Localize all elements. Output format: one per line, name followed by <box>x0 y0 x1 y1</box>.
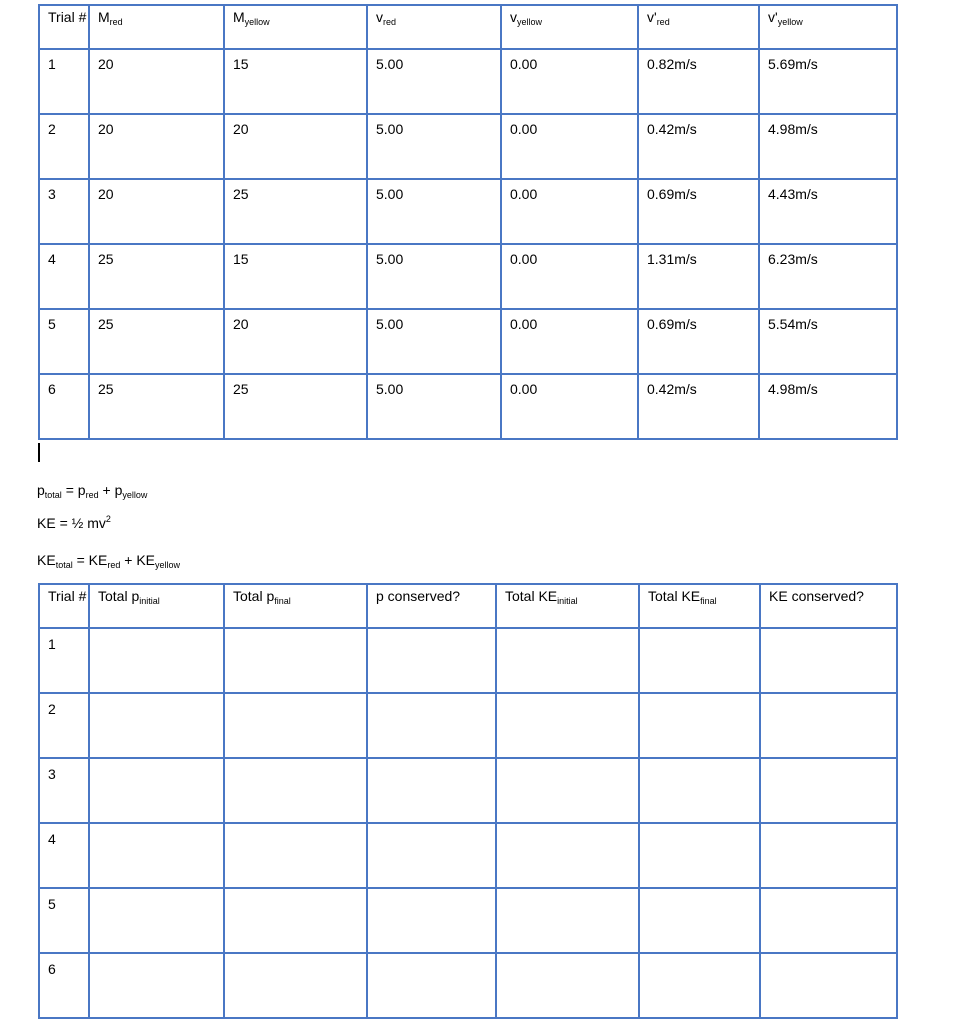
cell[interactable]: 5.69m/s <box>759 49 897 114</box>
cell[interactable]: 5.00 <box>367 179 501 244</box>
cell[interactable]: 2 <box>39 114 89 179</box>
text-cursor <box>38 443 40 462</box>
cell[interactable]: 5.00 <box>367 309 501 374</box>
cell[interactable] <box>367 628 496 693</box>
cell[interactable]: 5.00 <box>367 374 501 439</box>
header-v-yellow: $v_{yellow}$ <box>501 5 638 49</box>
cell[interactable]: 5.00 <box>367 49 501 114</box>
table-row <box>39 179 897 244</box>
header-total-p-final: Total $p_{final}$ <box>224 584 367 628</box>
cell[interactable]: 1.31m/s <box>638 244 759 309</box>
cell[interactable]: 0.42m/s <box>638 114 759 179</box>
cell[interactable]: 4.43m/s <box>759 179 897 244</box>
header-trial: Trial # <box>39 584 89 628</box>
cell[interactable]: 6 <box>39 374 89 439</box>
table-row <box>39 114 897 179</box>
table-row <box>39 628 897 693</box>
cell[interactable] <box>760 888 897 953</box>
cell[interactable] <box>367 888 496 953</box>
cell[interactable]: 4.98m/s <box>759 114 897 179</box>
cell-trial[interactable]: 4 <box>39 823 89 888</box>
cell[interactable]: 4.98m/s <box>759 374 897 439</box>
cell[interactable]: 0.00 <box>501 179 638 244</box>
table-row <box>39 49 897 114</box>
cell[interactable]: 0.69m/s <box>638 309 759 374</box>
cell[interactable]: 0.69m/s <box>638 179 759 244</box>
cell[interactable]: 0.00 <box>501 114 638 179</box>
cell[interactable] <box>496 888 639 953</box>
cell[interactable]: 4 <box>39 244 89 309</box>
cell[interactable] <box>224 693 367 758</box>
cell[interactable] <box>760 628 897 693</box>
cell[interactable] <box>89 888 224 953</box>
cell[interactable] <box>224 758 367 823</box>
cell[interactable]: 3 <box>39 179 89 244</box>
header-v-prime-red: $v'_{red}$ <box>638 5 759 49</box>
cell[interactable] <box>760 758 897 823</box>
header-total-ke-initial: Total $KE_{initial}$ <box>496 584 639 628</box>
cell[interactable]: 5 <box>39 309 89 374</box>
table-row <box>39 888 897 953</box>
cell[interactable] <box>639 823 760 888</box>
header-v-prime-yellow: $v'_{yellow}$ <box>759 5 897 49</box>
cell-trial[interactable]: 6 <box>39 953 89 1018</box>
cell[interactable]: 25 <box>89 309 224 374</box>
cell[interactable]: 20 <box>89 49 224 114</box>
cell[interactable] <box>89 758 224 823</box>
header-total-p-initial: Total $p_{initial}$ <box>89 584 224 628</box>
header-p-conserved: p conserved? <box>367 584 496 628</box>
cell[interactable] <box>639 758 760 823</box>
cell[interactable]: 15 <box>224 244 367 309</box>
cell[interactable]: 20 <box>89 179 224 244</box>
header-trial: Trial # <box>39 5 89 49</box>
cell[interactable] <box>639 888 760 953</box>
cell[interactable]: 0.00 <box>501 374 638 439</box>
cell[interactable]: 15 <box>224 49 367 114</box>
cell[interactable]: 25 <box>224 374 367 439</box>
cell[interactable] <box>639 953 760 1018</box>
formula-total-kinetic-energy: $KE_{total} = KE_{red} + KE_{yellow}$ <box>37 552 181 570</box>
cell[interactable] <box>224 628 367 693</box>
cell[interactable]: 25 <box>89 244 224 309</box>
cell-trial[interactable]: 5 <box>39 888 89 953</box>
cell[interactable] <box>89 953 224 1018</box>
cell[interactable]: 5.54m/s <box>759 309 897 374</box>
cell[interactable]: 0.00 <box>501 49 638 114</box>
cell[interactable]: 25 <box>224 179 367 244</box>
cell[interactable] <box>367 953 496 1018</box>
header-v-red: $v_{red}$ <box>367 5 501 49</box>
header-m-yellow: $M_{yellow}$ <box>224 5 367 49</box>
cell[interactable]: 1 <box>39 49 89 114</box>
cell[interactable] <box>89 628 224 693</box>
formula-total-momentum: $p_{total} = p_{red} + p_{yellow}$ <box>37 482 148 500</box>
header-total-ke-final: Total $KE_{final}$ <box>639 584 760 628</box>
cell[interactable]: 0.82m/s <box>638 49 759 114</box>
table-row <box>39 374 897 439</box>
cell[interactable] <box>224 953 367 1018</box>
cell[interactable] <box>760 823 897 888</box>
cell[interactable] <box>639 693 760 758</box>
cell[interactable]: 20 <box>89 114 224 179</box>
cell-trial[interactable]: 3 <box>39 758 89 823</box>
table-header-row <box>39 584 897 628</box>
cell[interactable]: 20 <box>224 309 367 374</box>
cell[interactable] <box>224 888 367 953</box>
cell[interactable] <box>496 693 639 758</box>
cell[interactable]: 5.00 <box>367 244 501 309</box>
cell[interactable] <box>89 823 224 888</box>
cell[interactable]: 5.00 <box>367 114 501 179</box>
table-header-row <box>39 5 897 49</box>
formula-kinetic-energy: KE = ½ $mv^2$ <box>37 514 111 531</box>
header-ke-conserved: KE conserved? <box>760 584 897 628</box>
cell[interactable] <box>224 823 367 888</box>
cell[interactable] <box>760 693 897 758</box>
header-m-red: $M_{red}$ <box>89 5 224 49</box>
table-row <box>39 309 897 374</box>
conservation-table <box>38 583 898 1019</box>
cell[interactable] <box>496 953 639 1018</box>
cell[interactable]: 25 <box>89 374 224 439</box>
cell[interactable]: 0.42m/s <box>638 374 759 439</box>
cell[interactable]: 0.00 <box>501 244 638 309</box>
cell-trial[interactable]: 1 <box>39 628 89 693</box>
cell[interactable]: 0.00 <box>501 309 638 374</box>
cell[interactable] <box>496 628 639 693</box>
cell-trial[interactable]: 2 <box>39 693 89 758</box>
cell[interactable] <box>496 823 639 888</box>
cell[interactable] <box>367 693 496 758</box>
cell[interactable]: 20 <box>224 114 367 179</box>
table-row <box>39 823 897 888</box>
cell[interactable] <box>89 693 224 758</box>
table-row <box>39 693 897 758</box>
cell[interactable] <box>367 823 496 888</box>
table-row <box>39 758 897 823</box>
table-row <box>39 953 897 1018</box>
cell[interactable] <box>639 628 760 693</box>
cell[interactable] <box>760 953 897 1018</box>
velocity-data-table <box>38 4 898 440</box>
table-row <box>39 244 897 309</box>
cell[interactable] <box>367 758 496 823</box>
cell[interactable] <box>496 758 639 823</box>
cell[interactable]: 6.23m/s <box>759 244 897 309</box>
